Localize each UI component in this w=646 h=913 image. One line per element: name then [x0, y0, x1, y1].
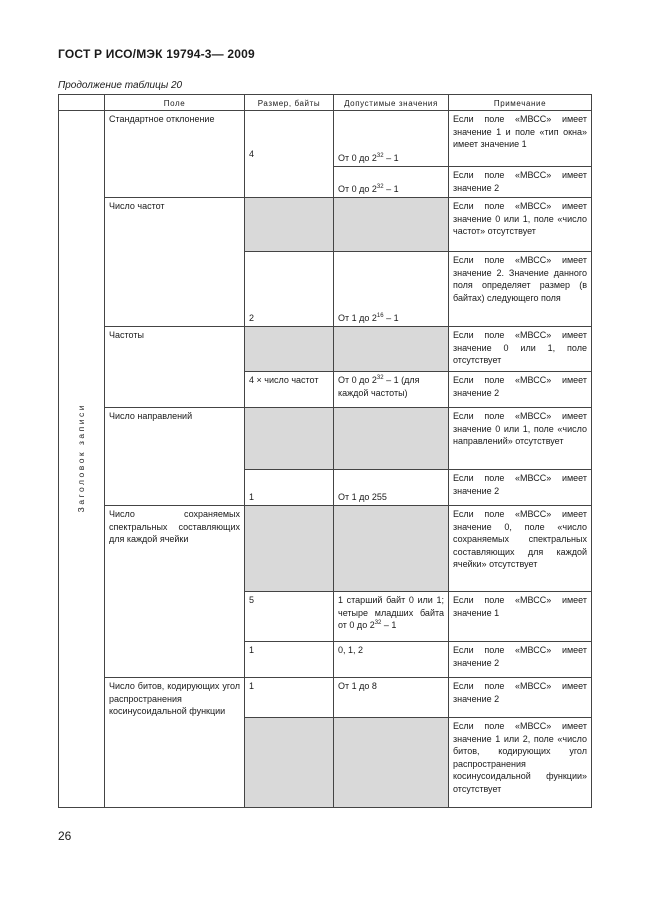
value-direction-count: От 1 до 255 [334, 470, 449, 506]
value-freq-count: От 1 до $2^{16} - 1$ [334, 252, 449, 327]
table-continuation-caption: Продолжение таблицы 20 [58, 80, 183, 91]
size-freq-count: 2 [245, 252, 334, 327]
table-row [59, 327, 592, 372]
table-header-row [59, 95, 592, 111]
value-direction-count-na [334, 408, 449, 470]
size-direction-count-na [245, 408, 334, 470]
value-std-deviation-1: От 0 до $2^{32} - 1$ [334, 111, 449, 167]
note-frequencies-1: Если поле «МВСС» имеет значение 0 или 1, поле отсутствует [449, 327, 592, 372]
size-spectral-na [245, 506, 334, 592]
size-std-deviation: 4 [245, 111, 334, 198]
note-spectral-2: Если поле «МВСС» имеет значение 1 [449, 592, 592, 642]
note-std-deviation-2: Если поле «МВСС» имеет значение 2 [449, 167, 592, 198]
field-direction-count: Число направлений [105, 408, 245, 506]
value-frequencies: От 0 до $2^{32} - 1$ (для каждой частоты) [334, 372, 449, 408]
note-frequencies-2: Если поле «МВСС» имеет значение 2 [449, 372, 592, 408]
table-row [59, 678, 592, 718]
size-direction-count: 1 [245, 470, 334, 506]
size-spectral-2: 1 [245, 642, 334, 678]
field-spectral-count: Число сохраняемых спектральных составляющих для каждой ячейки [105, 506, 245, 678]
size-spectral-1: 5 [245, 592, 334, 642]
note-freq-count-2: Если поле «МВСС» имеет значение 2. Значение данного поля определяет размер (в байтах) следующего поля [449, 252, 592, 327]
col-header-note: Примечание [449, 95, 592, 111]
document-header: ГОСТ Р ИСО/МЭК 19794-3— 2009 [58, 47, 255, 61]
size-frequencies: 4 × число частот [245, 372, 334, 408]
note-cosine-bits-1: Если поле «МВСС» имеет значение 2 [449, 678, 592, 718]
size-cosine-bits-na [245, 718, 334, 808]
group-label: Заголовок записи [76, 402, 87, 512]
value-cosine-bits: От 1 до 8 [334, 678, 449, 718]
note-std-deviation-1: Если поле «МВСС» имеет значение 1 и поле «тип окна» имеет значение 1 [449, 111, 592, 167]
table-row [59, 198, 592, 252]
page-number: 26 [58, 829, 72, 843]
col-header-values: Допустимые значения [334, 95, 449, 111]
size-freq-count-na [245, 198, 334, 252]
note-direction-count-2: Если поле «МВСС» имеет значение 2 [449, 470, 592, 506]
note-cosine-bits-2: Если поле «МВСС» имеет значение 1 или 2, поле «число битов, кодирующих угол распространения косинусоидальной функции» отсутствует [449, 718, 592, 808]
table-row [59, 111, 592, 167]
note-spectral-1: Если поле «МВСС» имеет значение 0, поле «число сохраняемых спектральных составляющих для каждой ячейки» отсутствует [449, 506, 592, 592]
value-frequencies-na [334, 327, 449, 372]
value-spectral-2: 0, 1, 2 [334, 642, 449, 678]
col-header-size: Размер, байты [245, 95, 334, 111]
note-spectral-3: Если поле «МВСС» имеет значение 2 [449, 642, 592, 678]
table-20 [58, 94, 592, 808]
field-freq-count: Число частот [105, 198, 245, 327]
table-row [59, 408, 592, 470]
field-std-deviation: Стандартное отклонение [105, 111, 245, 198]
note-direction-count-1: Если поле «МВСС» имеет значение 0 или 1, поле «число направлений» отсутствует [449, 408, 592, 470]
field-frequencies: Частоты [105, 327, 245, 408]
value-freq-count-na [334, 198, 449, 252]
size-cosine-bits: 1 [245, 678, 334, 718]
value-spectral-1: 1 старший байт 0 или 1; четыре младших байта от 0 до $2^{32} - 1$ [334, 592, 449, 642]
value-std-deviation-2: От 0 до $2^{32} - 1$ [334, 167, 449, 198]
value-cosine-bits-na [334, 718, 449, 808]
group-header-cell [59, 95, 105, 111]
note-freq-count-1: Если поле «МВСС» имеет значение 0 или 1, поле «число частот» отсутствует [449, 198, 592, 252]
table-row [59, 506, 592, 592]
group-label-cell [59, 111, 105, 808]
col-header-field: Поле [105, 95, 245, 111]
field-cosine-bits: Число битов, кодирующих угол распространения косинусоидальной функции [105, 678, 245, 808]
value-spectral-na [334, 506, 449, 592]
size-frequencies-na [245, 327, 334, 372]
